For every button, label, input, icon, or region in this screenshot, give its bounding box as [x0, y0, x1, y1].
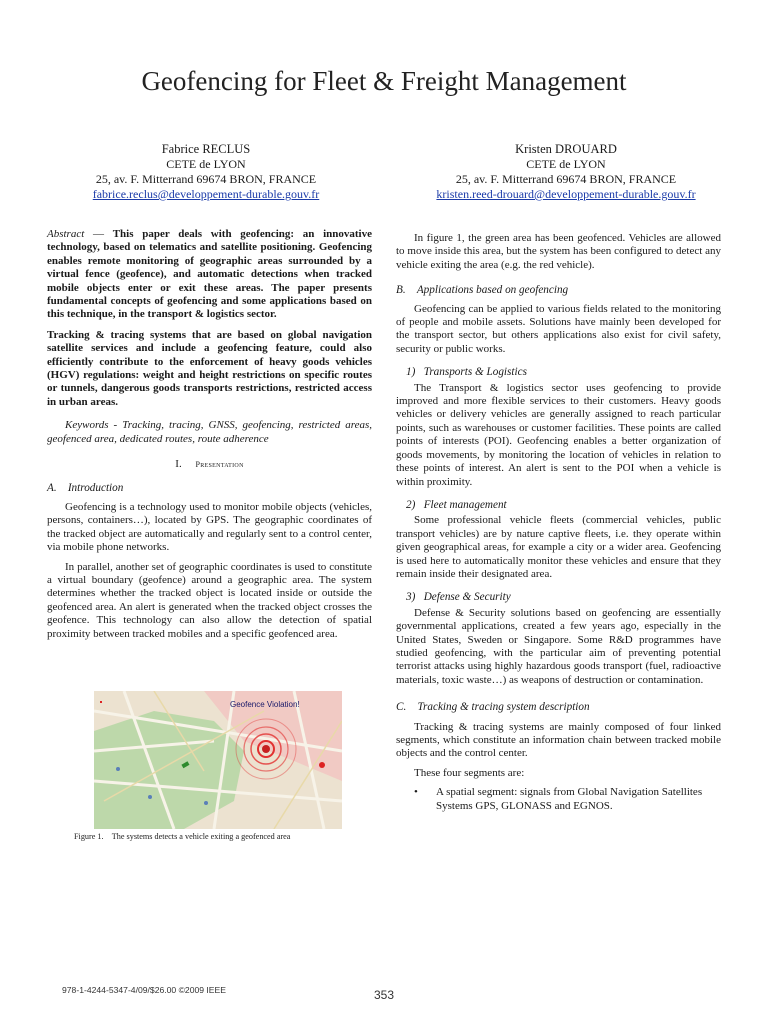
intro-paragraph-1: Geofencing is a technology used to monitor mobile objects (vehicles, persons, containers…), located by GPS. The geographic coordinates of the tracked object are automatically and regularly sent to a control center, via mobile phone networks. — [47, 500, 372, 554]
author-name: Fabrice RECLUS — [161, 142, 251, 156]
author-address: 25, av. F. Mitterrand 69674 BRON, FRANCE — [95, 172, 317, 186]
map-illustration — [94, 691, 342, 829]
left-column — [47, 228, 372, 641]
abstract-paragraph: Abstract — This paper deals with geofencing: an innovative technology, based on telematics and satellite positioning. Geofencing enables remote monitoring of geographic areas surrounded by a virtual fence (geofence), and automatic detections when tracked mobile objects enter or exit these areas. The paper presents fundamental concepts of geofencing and some applications based on this technique, in the transport & logistics sector. — [47, 228, 372, 321]
author-address: 25, av. F. Mitterrand 69674 BRON, FRANCE — [455, 172, 677, 186]
figure-map-image — [94, 691, 342, 829]
author-block-2 — [406, 142, 726, 202]
subsubsection-heading: 2) Fleet management — [406, 498, 507, 511]
paragraph-defense: Defense & Security solutions based on geofencing are essentially governmental applications, created a few years ago, especially in the United States, Sweden or Singapore. Some R&D programmes have studied geofencing, with the particular aim of preventing potential terrorist attacks using highly hazardous goods transport (fuel, radioactive materials, toxic waste…) as weapons of destruction or contamination. — [396, 606, 721, 686]
bullet-list-item — [396, 786, 721, 813]
paragraph-transports: The Transport & logistics sector uses geofencing to provide improved and more flexible services to their customers. Heavy goods vehicles or delivery vehicles are generally assigned to reach particular points, such as warehouses or customer facilities. These points are called points of interests (POI). Geofencing enables a better organization of goods movements, by monitoring the location of vehicles in relation to these points of interest. An alert is sent to the POI when a vehicle is within proximity. — [396, 381, 721, 488]
section-heading: I. Presentation — [175, 458, 244, 471]
subsection-heading: A. Introduction — [47, 481, 124, 494]
right-column — [396, 232, 721, 813]
author-email-link[interactable]: fabrice.reclus@developpement-durable.gouv.fr — [92, 187, 320, 201]
figure-overlay-label: Geofence Violation! — [230, 700, 300, 709]
figure-caption: Figure 1. The systems detects a vehicle exiting a geofenced area — [74, 832, 291, 841]
author-affiliation: CETE de LYON — [526, 157, 606, 171]
paragraph-segments-intro: These four segments are: — [414, 766, 525, 779]
intro-paragraph-2: In parallel, another set of geographic coordinates is used to constitute a virtual boundary (geofence) around a geographic area. The system determines whether the tracked object is located inside or outside the geofenced area. An alert is generated when the tracked object crosses the geofence. This technology can also allow the detection of spatial proximity between tracked mobiles and a specific geofenced area. — [47, 560, 372, 640]
paper-title: Geofencing for Fleet & Freight Management — [141, 66, 627, 96]
subsection-heading: B. Applications based on geofencing — [396, 284, 569, 297]
author-block-1 — [46, 142, 366, 202]
subsubsection-heading: 1) Transports & Logistics — [406, 366, 527, 379]
author-affiliation: CETE de LYON — [166, 157, 246, 171]
footer-isbn: 978-1-4244-5347-4/09/$26.00 ©2009 IEEE — [62, 985, 227, 995]
paragraph-fleet: Some professional vehicle fleets (commercial vehicles, public transport vehicles) are by nature captive fleets, i.e. they operate within given geographical areas, for example a city or a wider area. Geofencing is used here to automatically monitor these vehicles and ensure that they remain inside their designated area. — [396, 514, 721, 580]
page-number: 353 — [373, 988, 395, 1002]
author-email-link[interactable]: kristen.reed-drouard@developpement-durable.gouv.fr — [436, 187, 696, 201]
author-name: Kristen DROUARD — [515, 142, 617, 156]
paragraph-tracking: Tracking & tracing systems are mainly composed of four linked segments, which constitute an information chain between tracked mobile objects and the control center. — [396, 720, 721, 760]
paragraph-applications: Geofencing can be applied to various fields related to the monitoring of people and mobile assets. Solutions have mainly been developed for the transport sector, but others applications also exist for civil safety, security or public works. — [396, 302, 721, 355]
subsubsection-heading: 3) Defense & Security — [406, 591, 511, 604]
subsection-heading: C. Tracking & tracing system description — [396, 701, 590, 714]
bullet-icon: • — [414, 786, 418, 799]
abstract-label: Abstract — [47, 228, 85, 240]
abstract-text-2: Tracking & tracing systems that are based on global navigation satellite services and include a geofencing feature, could also efficiently contribute to the enforcement of heavy goods vehicles (HGV) regulations: weight and height restrictions on specific routes or tunnels, dangerous goods transports restrictions, restricted access in urban areas. — [47, 328, 372, 408]
keywords: Keywords - Tracking, tracing, GNSS, geofencing, restricted areas, geofenced area, dedicated routes, route adherence — [47, 419, 372, 445]
paragraph-figure-ref: In figure 1, the green area has been geofenced. Vehicles are allowed to move inside this area, but the system has been configured to detect any vehicle exiting the area (e.g. the red vehicle). — [396, 232, 721, 271]
bullet-text: A spatial segment: signals from Global Navigation Satellites Systems GPS, GLONASS and EGNOS. — [436, 786, 703, 812]
abstract-text: This paper deals with geofencing: an innovative technology, based on telematics and satellite positioning. Geofencing enables remote monitoring of geographic areas surrounded by a virtual fence (geofence), and automatic detections when tracked mobile objects enter or exit these areas. The paper presents fundamental concepts of geofencing and some applications based on this technique, in the transport & logistics sector. — [47, 228, 372, 321]
